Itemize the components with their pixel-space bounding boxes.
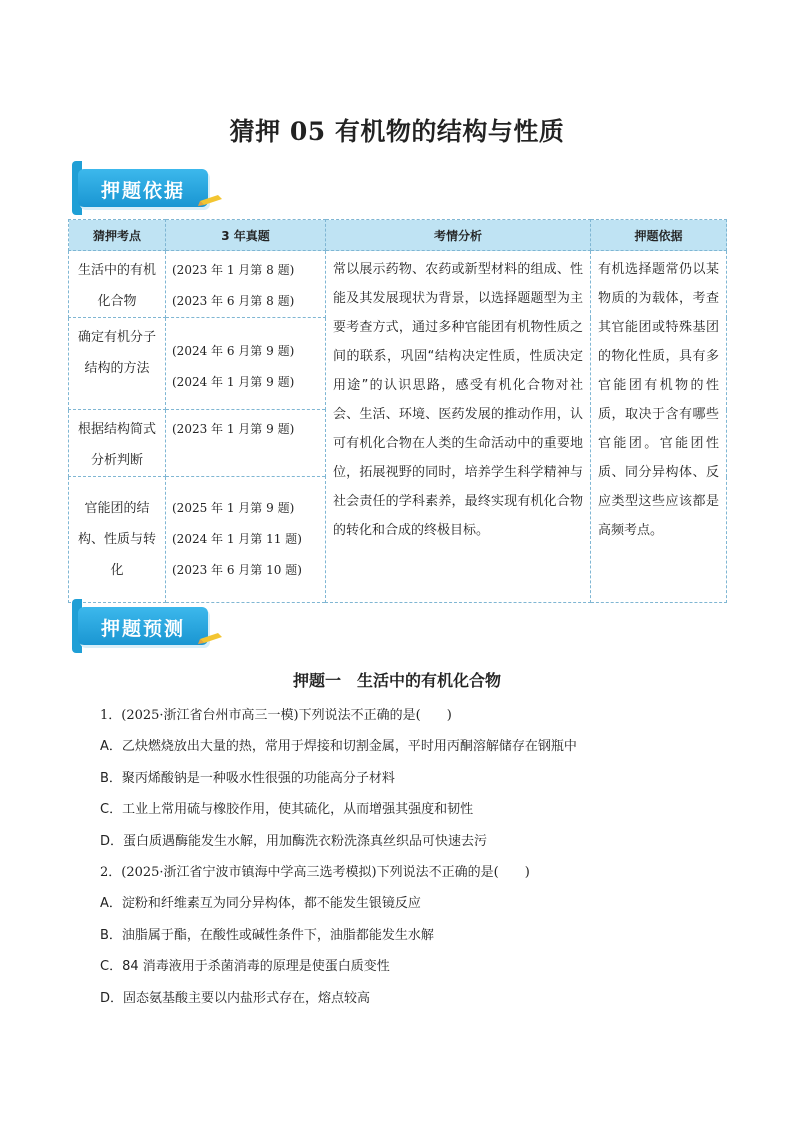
exams-cell: (2024 年 6 月第 9 题) (2024 年 1 月第 9 题) xyxy=(166,318,326,410)
topic-cell: 生活中的有机化合物 xyxy=(69,251,166,318)
pencil-icon xyxy=(198,191,224,207)
banner-basis-label: 押题依据 xyxy=(100,180,185,202)
analysis-cell: 常以展示药物、农药或新型材料的组成、性能及其发展现状为背景，以选择题题型为主要考查方式，通过多种官能团有机物性质之间的联系，巩固“结构决定性质，性质决定用途”的认识思路，感受有机化合物对社会、生活、环境、医药发展的推动作用，认可有机化合物在人类的生命活动中的重要地位，拓展视野的同时，培养学生科学精神与社会责任的学科素养，最终实现有机化合物的转化和合成的终极目标。 xyxy=(326,251,591,603)
basis-cell: 有机选择题常仍以某物质的为载体，考查其官能团或特殊基团的物化性质，具有多官能团有机物的性质，取决于含有哪些官能团。官能团性质、同分异构体、反应类型这些应该都是高频考点。 xyxy=(591,251,727,603)
header-exams: 3 年真题 xyxy=(166,220,326,251)
option-a: A．乙炔燃烧放出大量的热，常用于焊接和切割金属，平时用丙酮溶解储存在钢瓶中 xyxy=(100,739,577,755)
banner-predict xyxy=(72,599,228,653)
header-analysis: 考情分析 xyxy=(326,220,591,251)
question-stem: 2．(2025·浙江省宁波市镇海中学高三选考模拟)下列说法不正确的是( ) xyxy=(100,864,530,880)
question-stem: 1．(2025·浙江省台州市高三一模)下列说法不正确的是( ) xyxy=(100,708,452,723)
exam-analysis-table xyxy=(68,219,727,603)
question-list xyxy=(100,705,740,1019)
option-d: D．固态氨基酸主要以内盐形式存在，熔点较高 xyxy=(100,990,371,1006)
banner-predict-label: 押题预测 xyxy=(100,618,185,640)
topic-cell: 官能团的结构、性质与转化 xyxy=(69,477,166,603)
option-d: D．蛋白质遇酶能发生水解，用加酶洗衣粉洗涤真丝织品可快速去污 xyxy=(100,833,488,849)
exams-cell: (2025 年 1 月第 9 题) (2024 年 1 月第 11 题) (2023 年 6 月第 10 题) xyxy=(166,477,326,603)
banner-basis xyxy=(72,161,228,215)
exams-cell: (2023 年 1 月第 8 题) (2023 年 6 月第 8 题) xyxy=(166,251,326,318)
exams-cell: (2023 年 1 月第 9 题) xyxy=(166,410,326,477)
option-b: B．聚丙烯酸钠是一种吸水性很强的功能高分子材料 xyxy=(100,770,395,786)
page-title: 猜押 05 有机物的结构与性质 xyxy=(229,117,565,146)
topic-cell: 确定有机分子结构的方法 xyxy=(69,318,166,410)
topic-cell: 根据结构简式分析判断 xyxy=(69,410,166,477)
option-b: B．油脂属于酯，在酸性或碱性条件下，油脂都能发生水解 xyxy=(100,927,434,943)
pencil-icon xyxy=(198,629,224,645)
header-basis: 押题依据 xyxy=(591,220,727,251)
option-c: C．84 消毒液用于杀菌消毒的原理是使蛋白质变性 xyxy=(100,959,390,975)
header-topic: 猜押考点 xyxy=(69,220,166,251)
option-c: C．工业上常用硫与橡胶作用，使其硫化，从而增强其强度和韧性 xyxy=(100,802,474,818)
section-title: 押题一 生活中的有机化合物 xyxy=(292,671,501,690)
option-a: A．淀粉和纤维素互为同分异构体，都不能发生银镜反应 xyxy=(100,896,421,912)
